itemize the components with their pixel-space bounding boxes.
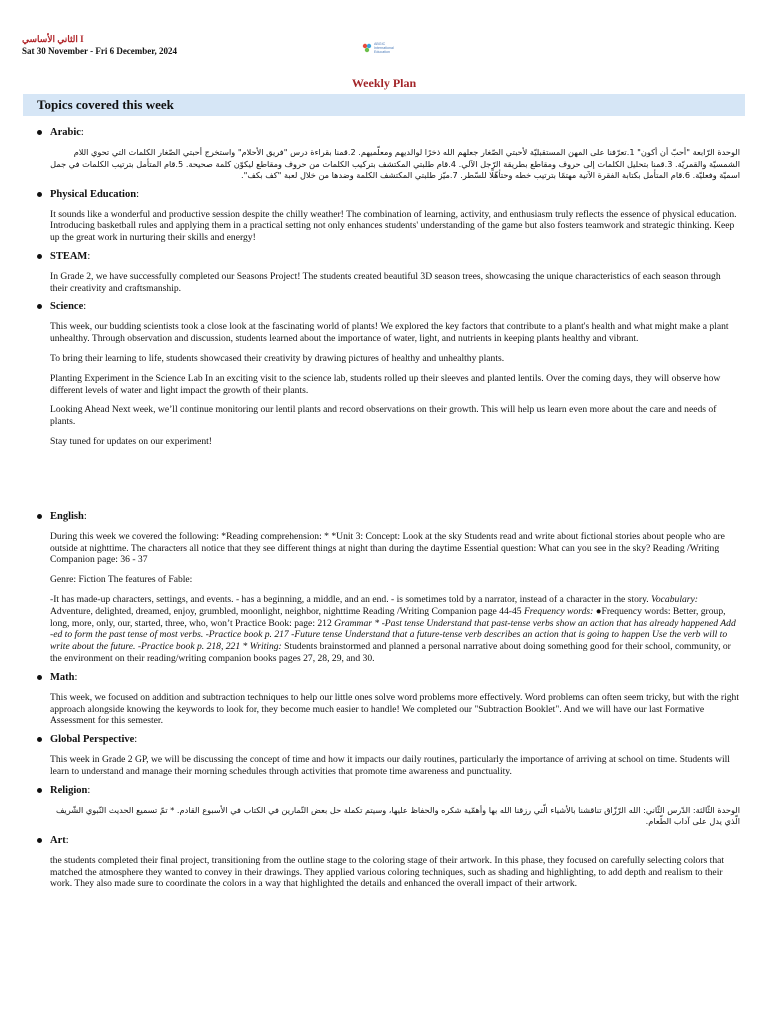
- section-text: This week, our budding scientists took a close look at the fascinating world of plants! We explored the key factors that contribute to a plant's health and what might make a plant unhealthy. Through observation and discussion, students learned about the importance of water, light, and nutrients in keeping plants healthy and vibrant.: [50, 321, 729, 345]
- section-art: Art: the students completed their final project, transitioning from the outline stage to the coloring stage of their artwork. In this phase, they focused on carefully selecting colors that matched the atmosphere they wanted to convey in their drawings. They applied various coloring techniques, such as shading and highlighting, to add depth and realism to their work. They also made sure to coordinate the colors in a way that highlighted the details and enhanced the overall impact of their artwork.: [28, 834, 740, 890]
- bullet-icon: [37, 737, 42, 742]
- bullet-icon: [37, 304, 42, 309]
- school-logo: [362, 42, 394, 54]
- date-range: Sat 30 November - Fri 6 December, 2024: [22, 46, 177, 56]
- section-english: English: During this week we covered the following: *Reading comprehension: * *Unit 3: Concept: Look at the sky Students read and write about fictional stories about people who are outside at nighttime. The characters all notice that they see different things at night than during the daytime Essential question: What can you see in the sky? Reading /Writing Companion page: 36 - 37 Genre: Fiction The features of Fable: -It has made-up characters, settings, and events. - has a beginning, a middle, and an end. - is sometimes told by a narrator, instead of a character in the story. Vocabulary: Adventure, delighted, dreamed, enjoy, grumbled, moonlight, neighbor, nighttime Reading /Writing Companion page 44-45 Frequency words: ●Frequency words: Better, group, long, more, only, our, started, three, who, won’t Practice Book: page: 212 Grammar * -Past tense Understand that past-tense verbs show an action that has already happened Add -ed to form the past tense of most verbs. -Practice book p. 217 -Future tense Understand that a future-tense verb describes an action that is going to happen Use the verb will to write about the future. -Practice book p. 218, 221 * Writing: Students brainstormed and planned a personal narrative about doing something good for their school, community, or the environment on their reading/writing companion books pages 27, 28, 29, and 30.: [28, 510, 740, 665]
- section-text: Planting Experiment in the Science Lab In an exciting visit to the science lab, students rolled up their sleeves and planted lentils. Over the coming days, they will observe how different levels of water and light impact the growth of their plants.: [50, 372, 721, 396]
- section-title: English: [50, 510, 84, 522]
- section-religion: Religion: الوحدة الثّالثة: الدّرس الثّاني: الله الرّزّاق تناقشنا بالأشياء الّتي رزقنا الله بها وأهمّية شكره والحفاظ عليها، وسيتم تكملة حل بعض التّمارين في الكتاب في الأسبوع القادم. * تمّ تسميع الحديث النّبوي الشّريف الّذي يدل على آداب الطّعام.: [28, 784, 740, 828]
- section-steam: STEAM: In Grade 2, we have successfully completed our Seasons Project! The students created beautiful 3D season trees, showcasing the unique characteristics of each season through their creativity and craftsmanship.: [28, 250, 740, 295]
- section-text: the students completed their final project, transitioning from the outline stage to the coloring stage of their artwork. In this phase, they focused on carefully selecting colors that matched the atmosphere they wanted to convey in their drawings. They applied various coloring techniques, such as shading and highlighting, to add depth and realism to their work. They also made sure to coordinate the colors in a way that highlighted the details and enhanced the overall impact of their artwork.: [50, 854, 725, 890]
- section-title: Physical Education: [50, 188, 137, 200]
- section-title: STEAM: [50, 250, 88, 262]
- section-text: This week in Grade 2 GP, we will be discussing the concept of time and how it impacts our daily routines, particularly the importance of arriving at school on time. Students will learn to understand and manage their morning schedules through activities that promote time awareness and punctuality.: [50, 754, 730, 778]
- section-text: الوحدة الثّالثة: الدّرس الثّاني: الله الرّزّاق تناقشنا بالأشياء الّتي رزقنا الله بها وأهمّية شكره والحفاظ عليها، وسيتم تكملة حل بعض التّمارين في الكتاب في الأسبوع القادم. * تمّ تسميع الحديث النّبوي الشّريف الّذي يدل على آداب الطّعام.: [55, 804, 740, 827]
- bullet-icon: [37, 254, 42, 259]
- section-text: To bring their learning to life, students showcased their creativity by drawing pictures of healthy and unhealthy plants.: [50, 353, 505, 365]
- bullet-icon: [37, 192, 42, 197]
- grade-label: الثاني الأساسي I: [22, 34, 84, 44]
- section-text: Stay tuned for updates on our experiment!: [50, 436, 212, 448]
- section-text: It sounds like a wonderful and productive session despite the chilly weather! The combination of learning, activity, and enthusiasm truly reflects the essence of physical education. Introducing basketball rules and applying them in a practical setting not only enhances students' understanding of the game but also fosters teamwork and strategic thinking. Keep up the great work in nurturing their skills and energy!: [50, 208, 737, 244]
- logo-line2: Education: [374, 50, 390, 54]
- section-global-perspective: Global Perspective: This week in Grade 2 GP, we will be discussing the concept of time and how it impacts our daily routines, particularly the importance of arriving at school on time. Students will learn to understand and manage their morning schedules through activities that promote time awareness and punctuality.: [28, 733, 740, 778]
- bullet-icon: [37, 838, 42, 843]
- section-math: Math: This week, we focused on addition and subtraction techniques to help our little ones solve word problems more effectively. Word problems can often seem tricky, but with the right approach alongside knowing the keywords to look for, they become much easier to handle! We completed our "Subtraction Booklet". And we will have our last Formative Assessment for this semester.: [28, 671, 740, 727]
- section-text: In Grade 2, we have successfully completed our Seasons Project! The students created beautiful 3D season trees, showcasing the unique characteristics of each season through their creativity and craftsmanship.: [50, 270, 721, 294]
- section-science: Science: This week, our budding scientists took a close look at the fascinating world of plants! We explored the key factors that contribute to a plant's health and what might make a plant unhealthy. Through observation and discussion, students learned about the importance of water, light, and nutrients in keeping plants healthy and vibrant. To bring their learning to life, students showcased their creativity by drawing pictures of healthy and unhealthy plants. Planting Experiment in the Science Lab In an exciting visit to the science lab, students rolled up their sleeves and planted lentils. Over the coming days, they will observe how different levels of water and light impact the growth of their plants. Looking Ahead Next week, we’ll continue monitoring our lentil plants and record observations on their growth. This will help us learn even more about the care and needs of plants. Stay tuned for updates on our experiment!: [28, 300, 740, 447]
- header: [22, 33, 177, 57]
- section-text: During this week we covered the following: *Reading comprehension: * *Unit 3: Concept: Look at the sky Students read and write about fictional stories about people who are outside at nighttime. The characters all notice that they see different things at night than during the daytime Essential question: What can you see in the sky? Reading /Writing Companion page: 36 - 37: [50, 530, 725, 566]
- logo-name: ABGIC: [374, 42, 386, 46]
- topics-list: [28, 126, 740, 896]
- section-title: Math: [50, 671, 75, 683]
- topics-heading-bar: [23, 94, 745, 116]
- section-title: Arabic: [50, 127, 81, 138]
- logo-line1: International: [374, 46, 394, 50]
- section-title: Science: [50, 301, 84, 313]
- plan-title: Weekly Plan: [351, 76, 417, 90]
- logo-icon: [362, 43, 372, 53]
- section-physical-education: Physical Education: It sounds like a wonderful and productive session despite the chilly weather! The combination of learning, activity, and enthusiasm truly reflects the essence of physical education. Introducing basketball rules and applying them in a practical setting not only enhances students' understanding of the game but also fosters teamwork and strategic thinking. Keep up the great work in nurturing their skills and energy!: [28, 188, 740, 244]
- section-title: Global Perspective: [50, 734, 135, 746]
- section-text: Genre: Fiction The features of Fable:: [50, 574, 193, 586]
- section-title: Art: [50, 834, 66, 846]
- bullet-icon: [37, 130, 42, 135]
- topics-heading: Topics covered this week: [37, 97, 174, 112]
- section-text: الوحدة الرّابعة "أحبّ أن أكون" 1.تعرّفنا على المهن المستقبليّة لأحبتي الصّغار جعلهم الله ذخرًا لوالديهم ومعلّميهم. 2.قمنا بقراءة درس "فريق الأحلام" واستخرج أحبتي الصّغار الكلمات التي تحوي اللام الشمسيّة والقمريّة. 3.قمنا بتحليل الكلمات إلى حروف ومقاطع بطريقة الرّجل الآلي. 4.قام طلبتي المكتشف بتركيب الكلمات من حروف ومقاطع ليكوّن كلمة صحيحة. 5.قام المتأمل بترتيب الكلمات في جمل اسميّة وفعليّة. 6.قام المتأمل بكتابة الفقرة الآتية مهتمًا بترتيب خطه وحتأهّلًا للسّطر. 7.ميّز طلبتي المكتشف الكلمة وضدها من خلال لعبة "كف بكف".: [50, 147, 740, 180]
- section-text: Looking Ahead Next week, we’ll continue monitoring our lentil plants and record observations on their growth. This will help us learn even more about the care and needs of plants.: [50, 404, 717, 428]
- section-text: -It has made-up characters, settings, and events. - has a beginning, a middle, and an end. - is sometimes told by a narrator, instead of a character in the story. Vocabulary: Adventure, delighted, dreamed, enjoy, grumbled, moonlight, neighbor, nighttime Reading /Writing Companion page 44-45 Frequency words: ●Frequency words: Better, group, long, more, only, our, started, three, who, won’t Practice Book: page: 212 Grammar * -Past tense Understand that past-tense verbs show an action that has already happened Add -ed to form the past tense of most verbs. -Practice book p. 217 -Future tense Understand that a future-tense verb describes an action that is going to happen Use the verb will to write about the future. -Practice book p. 218, 221 * Writing: Students brainstormed and planned a personal narrative about doing something good for their school, community, or the environment on their reading/writing companion books pages 27, 28, 29, and 30.: [50, 594, 736, 665]
- section-arabic: Arabic: الوحدة الرّابعة "أحبّ أن أكون" 1.تعرّفنا على المهن المستقبليّة لأحبتي الصّغار جعلهم الله ذخرًا لوالديهم ومعلّميهم. 2.قمنا بقراءة درس "فريق الأحلام" واستخرج أحبتي الصّغار الكلمات التي تحوي اللام الشمسيّة والقمريّة. 3.قمنا بتحليل الكلمات إلى حروف ومقاطع بطريقة الرّجل الآلي. 4.قام طلبتي المكتشف بتركيب الكلمات من حروف ومقاطع ليكوّن كلمة صحيحة. 5.قام المتأمل بترتيب الكلمات في جمل اسميّة وفعليّة. 6.قام المتأمل بكتابة الفقرة الآتية مهتمًا بترتيب خطه وحتأهّلًا للسّطر. 7.ميّز طلبتي المكتشف الكلمة وضدها من خلال لعبة "كف بكف".: [28, 126, 740, 182]
- bullet-icon: [37, 675, 42, 680]
- section-title: Religion: [50, 784, 88, 796]
- bullet-icon: [37, 788, 42, 793]
- section-text: This week, we focused on addition and subtraction techniques to help our little ones solve word problems more effectively. Word problems can often seem tricky, but with the right approach alongside knowing the keywords to look for, they become much easier to handle! We completed our "Subtraction Booklet". And we will have our last Formative Assessment for this semester.: [50, 691, 740, 727]
- bullet-icon: [37, 514, 42, 519]
